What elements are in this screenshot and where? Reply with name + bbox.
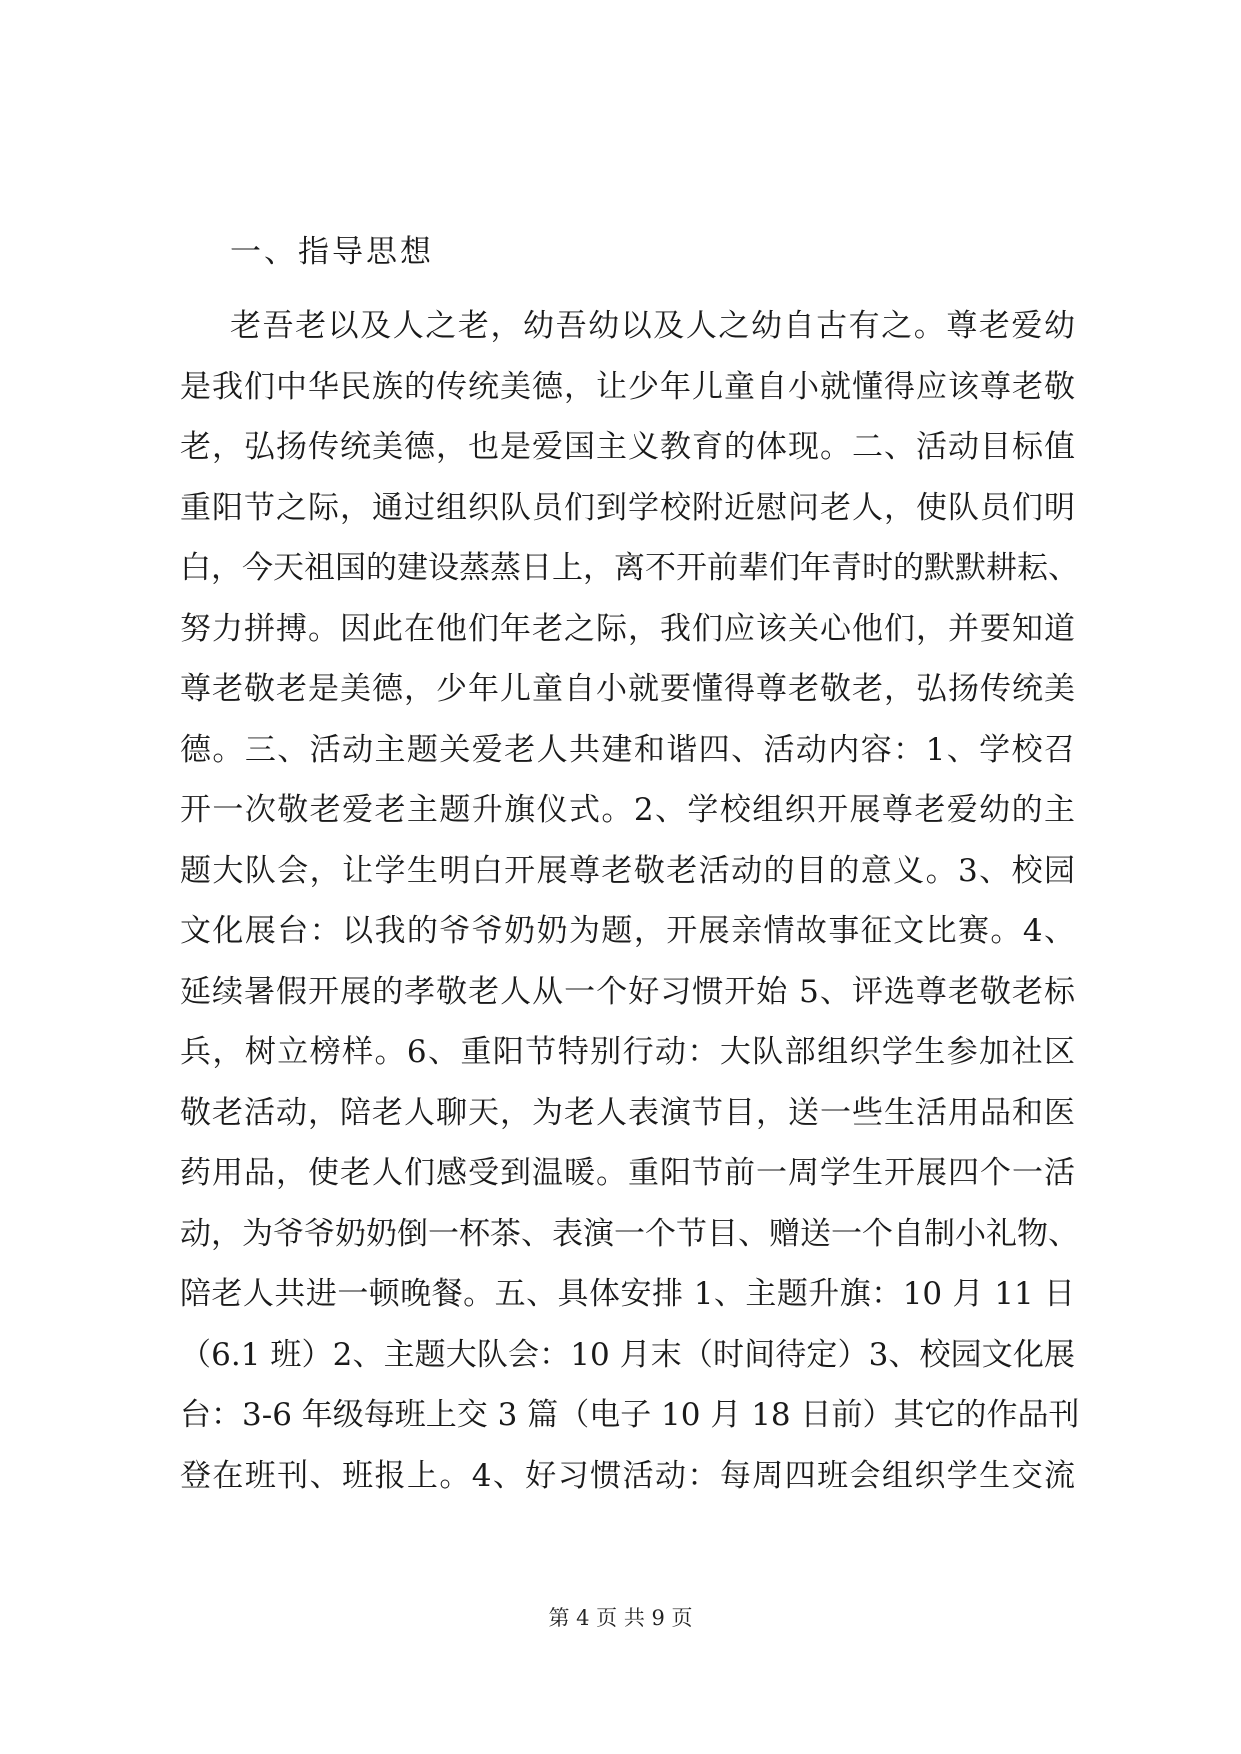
text-line: 延续暑假开展的孝敬老人从一个好习惯开始 5、评选尊老敬老标 (180, 973, 1075, 1010)
text-line: 敬老活动，陪老人聊天，为老人表演节目，送一些生活用品和医 (180, 1094, 1075, 1131)
text-line: 题大队会，让学生明白开展尊老敬老活动的目的意义。3、校园 (180, 852, 1075, 889)
text-line: 开一次敬老爱老主题升旗仪式。2、学校组织开展尊老爱幼的主 (180, 792, 1075, 828)
section-heading: 一、指导思想 (230, 234, 434, 270)
text-line: （6.1 班）2、主题大队会：10 月末（时间待定）3、校园文化展 (180, 1336, 1075, 1373)
page-number-footer: 第 4 页 共 9 页 (548, 1606, 693, 1630)
body-text (180, 296, 1080, 1506)
text-line: 老吾老以及人之老，幼吾幼以及人之幼自古有之。尊老爱幼 (230, 308, 1075, 344)
text-line: 登在班刊、班报上。4、好习惯活动：每周四班会组织学生交流 (180, 1457, 1075, 1494)
text-line: 白，今天祖国的建设蒸蒸日上，离不开前辈们年青时的默默耕耘、 (180, 550, 1079, 586)
text-line: 德。三、活动主题关爱老人共建和谐四、活动内容：1、学校召 (180, 731, 1075, 768)
text-line: 老，弘扬传统美德，也是爱国主义教育的体现。二、活动目标值 (180, 429, 1075, 465)
text-line: 努力拼搏。因此在他们年老之际，我们应该关心他们，并要知道 (180, 610, 1075, 647)
text-line: 文化展台：以我的爷爷奶奶为题，开展亲情故事征文比赛。4、 (180, 913, 1075, 949)
text-line: 重阳节之际，通过组织队员们到学校附近慰问老人，使队员们明 (180, 489, 1075, 526)
text-line: 动，为爷爷奶奶倒一杯茶、表演一个节目、赠送一个自制小礼物、 (180, 1215, 1079, 1252)
text-line: 兵，树立榜样。6、重阳节特别行动：大队部组织学生参加社区 (180, 1034, 1075, 1070)
text-line: 陪老人共进一顿晚餐。五、具体安排 1、主题升旗：10 月 11 日 (180, 1276, 1075, 1312)
text-line: 尊老敬老是美德，少年儿童自小就要懂得尊老敬老，弘扬传统美 (180, 671, 1075, 707)
text-line: 台：3-6 年级每班上交 3 篇（电子 10 月 18 日前）其它的作品刊 (180, 1397, 1080, 1433)
text-line: 药用品，使老人们感受到温暖。重阳节前一周学生开展四个一活 (180, 1155, 1075, 1191)
text-line: 是我们中华民族的传统美德，让少年儿童自小就懂得应该尊老敬 (180, 368, 1075, 405)
